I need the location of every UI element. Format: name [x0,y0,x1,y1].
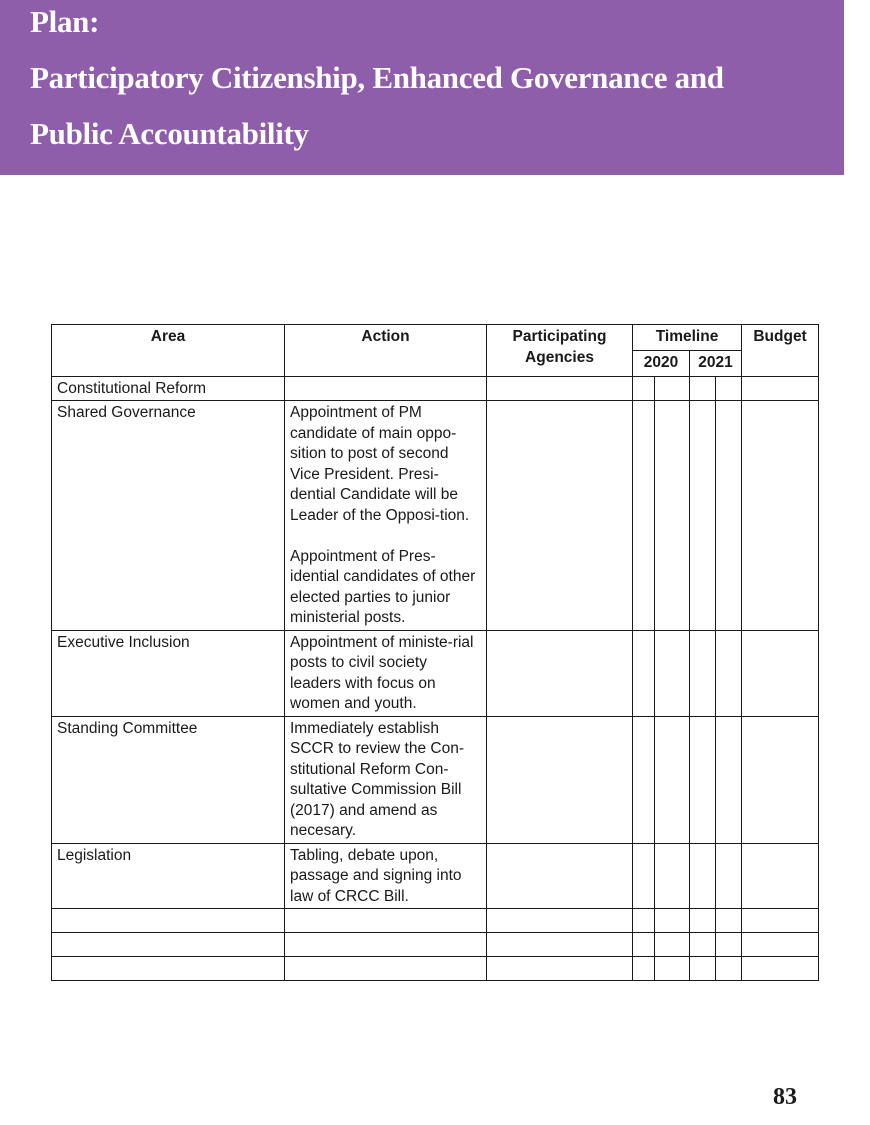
banner-title-line-2: Participatory Citizenship, Enhanced Governance and [30,60,724,95]
action-cell: Immediately establish SCCR to review the Con-stitutional Reform Con-sultative Commission Bill (2017) and amend as necesary. [285,716,487,843]
action-cell: Tabling, debate upon, passage and signing into law of CRCC Bill. [285,843,487,909]
agencies-cell [487,933,633,957]
timeline-cell [655,716,690,843]
table-row [52,401,819,631]
timeline-cell [655,401,690,631]
timeline-cell [655,843,690,909]
header-area: Area [52,325,285,377]
timeline-cell [633,376,655,401]
action-cell: Appointment of ministe-rial posts to civil society leaders with focus on women and youth. [285,630,487,716]
budget-cell [742,630,819,716]
area-cell [52,909,285,933]
agencies-cell [487,630,633,716]
timeline-cell [690,630,716,716]
banner-title-line-3: Public Accountability [30,116,309,151]
action-cell [285,401,487,631]
timeline-cell [690,401,716,631]
timeline-cell [633,957,655,981]
budget-cell [742,401,819,631]
agencies-cell [487,909,633,933]
empty-table-row [52,933,819,957]
banner-title-line-1: Plan: [30,4,100,39]
action-cell [285,957,487,981]
agencies-cell [487,376,633,401]
timeline-cell [716,957,742,981]
timeline-cell [690,909,716,933]
header-year-2021: 2021 [690,350,742,376]
timeline-cell [655,909,690,933]
budget-cell [742,933,819,957]
timeline-cell [690,376,716,401]
area-cell: Constitutional Reform [52,376,285,401]
budget-cell [742,957,819,981]
header-year-2020: 2020 [633,350,690,376]
area-cell: Executive Inclusion [52,630,285,716]
agencies-cell [487,401,633,631]
budget-cell [742,843,819,909]
table-row [52,716,819,843]
budget-cell [742,909,819,933]
header-participating-agencies: Participating Agencies [487,325,633,377]
area-cell [52,933,285,957]
action-cell [285,933,487,957]
timeline-cell [690,957,716,981]
title-banner [0,0,844,175]
timeline-cell [716,376,742,401]
agencies-cell [487,843,633,909]
timeline-cell [716,933,742,957]
agencies-cell [487,957,633,981]
timeline-cell [633,909,655,933]
timeline-cell [633,630,655,716]
timeline-cell [633,401,655,631]
page-number: 83 [773,1084,797,1110]
area-cell: Shared Governance [52,401,285,631]
table-row [52,630,819,716]
timeline-cell [716,843,742,909]
table-row [52,376,819,401]
table-row [52,843,819,909]
header-action: Action [285,325,487,377]
action-cell [285,376,487,401]
header-timeline: Timeline [633,325,742,351]
budget-cell [742,716,819,843]
timeline-cell [633,843,655,909]
timeline-cell [716,716,742,843]
timeline-cell [716,909,742,933]
empty-table-row [52,957,819,981]
budget-cell [742,376,819,401]
agencies-cell [487,716,633,843]
action-text-2: Appointment of Pres-idential candidates of other elected parties to junior ministerial posts. [290,547,476,626]
empty-table-row [52,909,819,933]
area-cell: Legislation [52,843,285,909]
timeline-cell [690,843,716,909]
timeline-cell [716,630,742,716]
timeline-cell [633,933,655,957]
timeline-cell [655,957,690,981]
timeline-cell [633,716,655,843]
timeline-cell [655,933,690,957]
timeline-cell [690,716,716,843]
action-cell [285,909,487,933]
plan-table [51,324,819,981]
area-cell [52,957,285,981]
header-budget: Budget [742,325,819,377]
timeline-cell [716,401,742,631]
timeline-cell [655,630,690,716]
action-text: Appointment of PM candidate of main oppo-sition to post of second Vice President. Presi-dential Candidate will be Leader of the Opposi-tion. [290,404,470,524]
area-cell: Standing Committee [52,716,285,843]
timeline-cell [690,933,716,957]
timeline-cell [655,376,690,401]
